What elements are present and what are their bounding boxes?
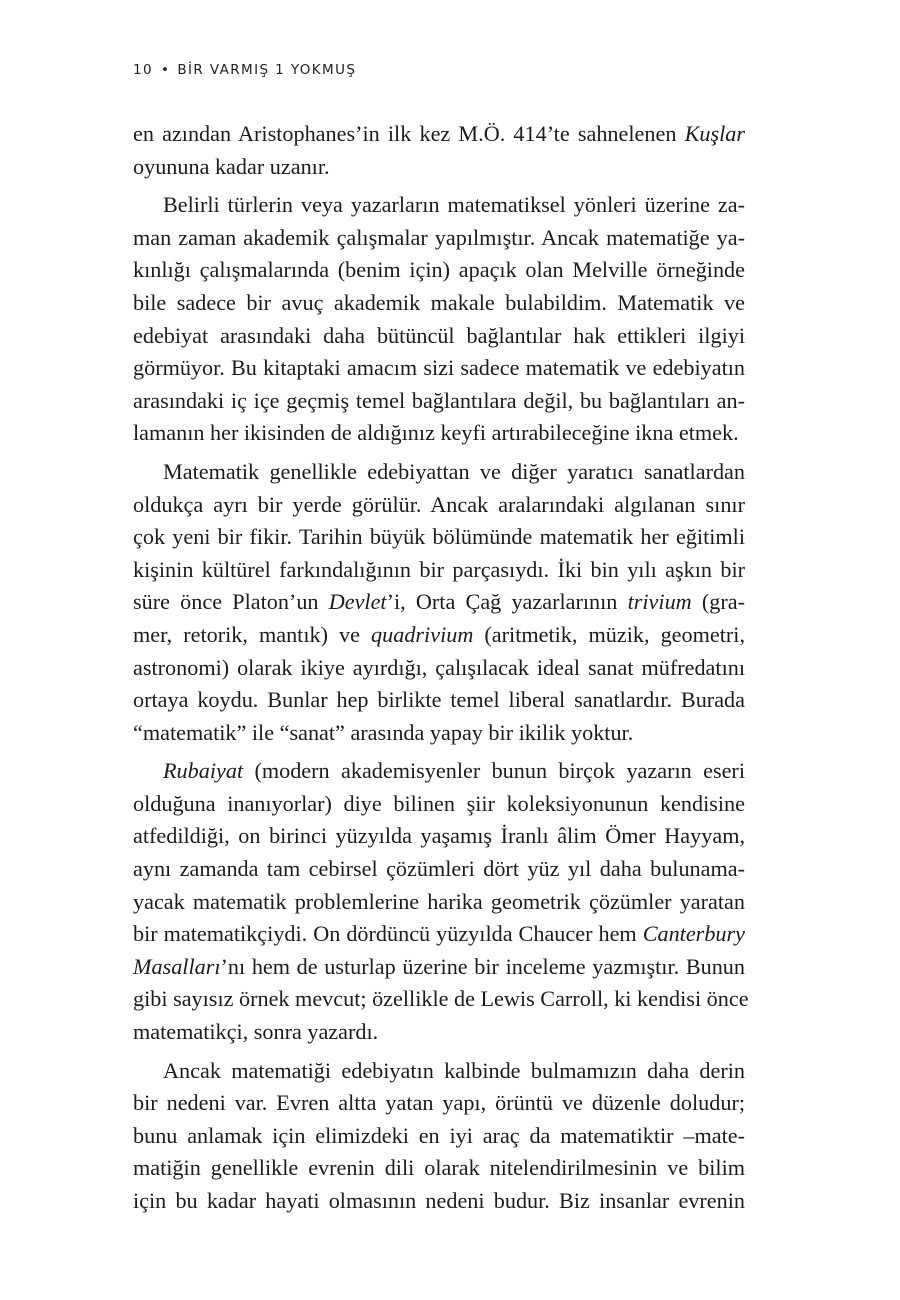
text-run: ’i, Orta Çağ yazarlarının xyxy=(386,589,628,615)
text-run: kınlığı çalışmalarında (benim için) apaçık olan Melville örneğinde xyxy=(133,257,745,283)
text-run: bir matematikçiydi. On dördüncü yüzyılda Chaucer hem xyxy=(133,921,643,947)
text-run: oyununa kadar uzanır. xyxy=(133,153,330,179)
paragraph xyxy=(133,189,745,450)
text-line xyxy=(133,118,745,151)
italic-text: Devlet xyxy=(328,589,387,615)
text-run: aynı zamanda tam cebirsel çözümleri dört yüz yıl daha bulunama- xyxy=(133,856,745,882)
text-run: “matematik” ile “sanat” arasında yapay bir ikilik yoktur. xyxy=(133,719,634,745)
paragraph xyxy=(133,118,745,183)
text-run: atfedildiği, on birinci yüzyılda yaşamış İranlı âlim Ömer Hayyam, xyxy=(133,823,745,849)
text-line xyxy=(133,222,745,255)
text-run: Matematik genellikle edebiyattan ve diğer yaratıcı sanatlardan xyxy=(163,458,745,484)
text-line xyxy=(133,755,745,788)
text-line xyxy=(133,684,745,717)
text-line xyxy=(133,151,745,184)
header-separator: • xyxy=(160,62,171,78)
text-line xyxy=(133,619,745,652)
text-run: ’nı hem de usturlap üzerine bir inceleme yazmıştır. Bunun xyxy=(220,953,745,979)
text-run: Ancak matematiği edebiyatın kalbinde bulmamızın daha derin xyxy=(163,1057,745,1083)
text-line xyxy=(133,554,745,587)
text-run: man zaman akademik çalışmalar yapılmıştır. Ancak matematiğe ya- xyxy=(133,224,745,250)
text-line xyxy=(133,983,749,1016)
text-line xyxy=(133,1055,745,1088)
text-run: için bu kadar hayati olmasının nedeni budur. Biz insanlar evrenin xyxy=(133,1188,745,1213)
text-run: (gra- xyxy=(691,589,745,615)
text-line xyxy=(133,820,745,853)
text-run: (aritmetik, müzik, geometri, xyxy=(473,621,745,647)
text-run: arasındaki iç içe geçmiş temel bağlantılara değil, bu bağlantıları an- xyxy=(133,387,745,413)
italic-text: Kuşlar xyxy=(684,121,745,146)
text-line xyxy=(133,1152,745,1185)
italic-text: Canterbury xyxy=(642,921,745,947)
text-run: çok yeni bir fikir. Tarihin büyük bölümünde matematik her eğitimli xyxy=(133,524,745,550)
text-run: lamanın her ikisinden de aldığınız keyfi artırabileceğine ikna etmek. xyxy=(133,420,739,446)
text-line xyxy=(133,853,745,886)
text-run: bile sadece bir avuç akademik makale bulabildim. Matematik ve xyxy=(133,289,745,315)
text-run: astronomi) olarak ikiye ayırdığı, çalışılacak ideal sanat müfredatını xyxy=(133,654,745,680)
text-line xyxy=(133,417,745,450)
italic-text: Masalları xyxy=(133,953,221,979)
text-line xyxy=(133,652,745,685)
text-run: edebiyat arasındaki daha bütüncül bağlantılar hak ettikleri ilgiyi xyxy=(133,322,745,348)
text-run: matematikçi, sonra yazardı. xyxy=(133,1019,379,1045)
text-run: matiğin genellikle evrenin dili olarak nitelendirilmesinin ve bilim xyxy=(133,1155,745,1181)
text-run: oldukça ayrı bir yerde görülür. Ancak aralarındaki algılanan sınır xyxy=(133,491,745,517)
paragraph xyxy=(133,755,749,1048)
text-run: gibi sayısız örnek mevcut; özellikle de Lewis Carroll, ki kendisi önce xyxy=(133,986,749,1012)
text-line xyxy=(133,788,745,821)
paragraph xyxy=(133,456,745,749)
text-run: süre önce Platon’un xyxy=(133,589,329,615)
text-run: kişinin kültürel farkındalığının bir parçasıydı. İki bin yılı aşkın bir xyxy=(133,556,745,582)
italic-text: Rubaiyat xyxy=(163,758,244,784)
text-line xyxy=(133,918,745,951)
text-run: ortaya koydu. Bunlar hep birlikte temel liberal sanatlardır. Burada xyxy=(133,687,745,713)
text-line xyxy=(133,456,745,489)
running-header xyxy=(133,62,356,78)
text-run: yacak matematik problemlerine harika geometrik çözümler yaratan xyxy=(133,888,745,914)
text-line xyxy=(133,586,745,619)
text-line xyxy=(133,1185,745,1218)
book-title: BİR VARMIŞ 1 YOKMUŞ xyxy=(177,62,357,78)
text-line xyxy=(133,489,745,522)
text-run: (modern akademisyenler bunun birçok yazarın eseri xyxy=(243,758,745,784)
text-line xyxy=(133,287,745,320)
text-line xyxy=(133,1120,745,1153)
text-line xyxy=(133,254,745,287)
text-line xyxy=(133,717,745,750)
body-text xyxy=(133,118,749,1218)
text-run: olduğuna inanıyorlar) diye bilinen şiir koleksiyonunun kendisine xyxy=(133,790,745,816)
text-line xyxy=(133,951,745,984)
text-line xyxy=(133,320,745,353)
page-number: 10 xyxy=(133,62,153,78)
paragraph xyxy=(133,1055,745,1218)
text-run: Belirli türlerin veya yazarların matematiksel yönleri üzerine za- xyxy=(163,192,745,218)
text-run: bir nedeni var. Evren altta yatan yapı, örüntü ve düzenle doludur; xyxy=(133,1090,745,1116)
text-run: bunu anlamak için elimizdeki en iyi araç da matematiktir –mate- xyxy=(133,1122,745,1148)
italic-text: trivium xyxy=(627,589,692,615)
text-line xyxy=(133,1087,745,1120)
italic-text: quadrivium xyxy=(371,621,474,647)
text-line xyxy=(133,886,745,919)
text-line xyxy=(133,385,745,418)
text-line xyxy=(133,189,745,222)
text-line xyxy=(133,521,745,554)
text-line xyxy=(133,1016,745,1049)
text-run: en azından Aristophanes’in ilk kez M.Ö. 414’te sahnelenen xyxy=(133,121,685,146)
text-run: mer, retorik, mantık) ve xyxy=(133,621,372,647)
text-line xyxy=(133,352,745,385)
text-run: görmüyor. Bu kitaptaki amacım sizi sadece matematik ve edebiyatın xyxy=(133,355,745,381)
